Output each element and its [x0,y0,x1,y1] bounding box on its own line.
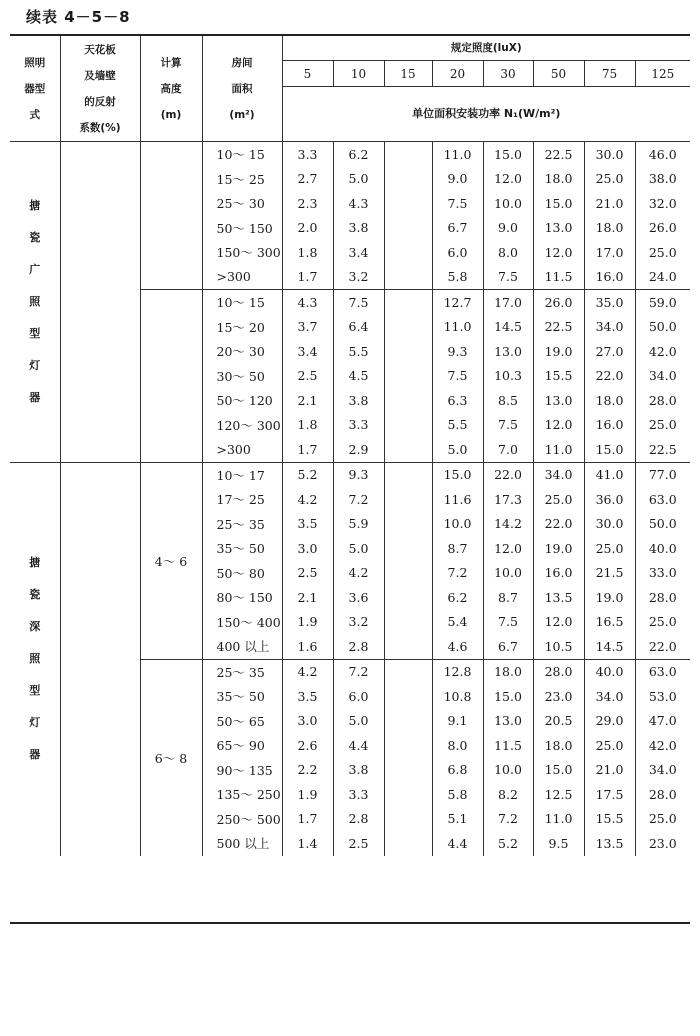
lux-header-125: 125 [635,61,690,87]
power-value-cell [384,659,432,684]
power-value-cell: 7.2 [483,807,533,832]
room-area-cell: 10～ 17 [202,462,282,487]
power-value-cell: 59.0 [635,290,690,315]
power-value-cell [384,512,432,537]
power-value-cell: 4.3 [282,290,333,315]
power-value-cell [384,339,432,364]
power-value-cell: 25.0 [635,413,690,438]
lux-header-50: 50 [533,61,584,87]
power-value-cell: 16.0 [533,561,584,586]
power-value-cell: 3.8 [333,388,384,413]
room-area-cell: 50～ 120 [202,388,282,413]
power-value-cell: 34.0 [635,364,690,389]
power-value-cell: 50.0 [635,512,690,537]
power-value-cell: 29.0 [584,709,635,734]
power-value-cell: 28.0 [635,585,690,610]
power-value-cell: 6.8 [432,758,483,783]
power-value-cell: 18.0 [584,388,635,413]
header-reflectance [60,35,140,142]
header-room-area [202,35,282,142]
power-value-cell: 34.0 [584,684,635,709]
reflectance-cell [60,462,140,856]
room-area-cell: 15～ 25 [202,167,282,192]
room-area-cell: 135～ 250 [202,782,282,807]
power-value-cell: 3.5 [282,684,333,709]
power-value-cell: 3.3 [333,782,384,807]
calc-height-cell [140,142,202,290]
power-value-cell: 9.1 [432,709,483,734]
power-value-cell: 13.0 [533,388,584,413]
power-value-cell: 6.2 [333,142,384,167]
power-value-cell: 8.0 [432,733,483,758]
header-lamp-type [10,35,60,142]
power-value-cell: 5.2 [282,462,333,487]
lux-header-20: 20 [432,61,483,87]
power-value-cell: 5.0 [333,536,384,561]
lux-header-30: 30 [483,61,533,87]
power-value-cell: 7.2 [333,659,384,684]
power-value-cell: 5.5 [333,339,384,364]
power-value-cell: 15.0 [533,191,584,216]
power-value-cell: 3.3 [282,142,333,167]
power-value-cell: 8.0 [483,240,533,265]
power-value-cell: 21.0 [584,191,635,216]
power-value-cell: 15.0 [432,462,483,487]
power-value-cell [384,733,432,758]
power-value-cell: 50.0 [635,315,690,340]
power-value-cell: 2.5 [282,561,333,586]
power-value-cell: 1.7 [282,265,333,290]
power-value-cell: 28.0 [635,782,690,807]
power-value-cell: 3.4 [282,339,333,364]
power-value-cell: 7.5 [333,290,384,315]
room-area-cell: 400 以上 [202,634,282,659]
power-value-cell: 5.2 [483,831,533,856]
power-value-cell: 40.0 [584,659,635,684]
power-value-cell: 7.5 [483,413,533,438]
power-value-cell: 7.5 [483,610,533,635]
power-value-cell: 10.5 [533,634,584,659]
room-area-cell: 10～ 15 [202,142,282,167]
power-value-cell: 22.0 [635,634,690,659]
power-value-cell: 30.0 [584,142,635,167]
power-value-cell: 35.0 [584,290,635,315]
power-value-cell [384,536,432,561]
power-value-cell: 15.5 [533,364,584,389]
power-value-cell [384,831,432,856]
power-value-cell: 25.0 [635,240,690,265]
power-value-cell [384,364,432,389]
power-value-cell: 11.0 [432,142,483,167]
power-value-cell: 40.0 [635,536,690,561]
power-value-cell: 9.0 [432,167,483,192]
power-value-cell [384,807,432,832]
power-value-cell: 9.0 [483,216,533,241]
power-value-cell: 34.0 [584,315,635,340]
power-value-cell: 8.2 [483,782,533,807]
power-value-cell: 12.0 [533,610,584,635]
power-value-cell: 22.0 [483,462,533,487]
power-value-cell [384,388,432,413]
power-value-cell: 6.0 [432,240,483,265]
power-value-cell: 34.0 [533,462,584,487]
power-value-cell: 25.0 [584,733,635,758]
room-area-cell: 80～ 150 [202,585,282,610]
power-value-cell: 8.7 [483,585,533,610]
power-value-cell: 3.8 [333,758,384,783]
power-value-cell: 3.7 [282,315,333,340]
power-value-cell: 10.0 [483,191,533,216]
power-value-cell: 2.8 [333,634,384,659]
power-value-cell: 3.4 [333,240,384,265]
power-value-cell: 2.5 [333,831,384,856]
power-value-cell: 5.8 [432,782,483,807]
header-illuminance: 规定照度(luX) [282,35,690,61]
power-value-cell: 3.8 [333,216,384,241]
power-value-cell: 3.2 [333,265,384,290]
power-value-cell: 26.0 [533,290,584,315]
power-value-cell: 18.0 [533,733,584,758]
power-value-cell: 22.5 [533,315,584,340]
power-value-cell: 6.4 [333,315,384,340]
header-unit-power: 单位面积安装功率 N₁(W/m²) [282,87,690,142]
power-value-cell: 42.0 [635,339,690,364]
header-calc-height [140,35,202,142]
power-value-cell: 12.5 [533,782,584,807]
power-value-cell: 14.5 [483,315,533,340]
power-value-cell: 14.5 [584,634,635,659]
power-value-cell: 22.5 [533,142,584,167]
power-value-cell: 17.0 [483,290,533,315]
power-value-cell: 34.0 [635,758,690,783]
power-value-cell: 18.0 [584,216,635,241]
lamp-type-cell: 搪 瓷 深 照 型 灯 器 [10,462,60,856]
room-area-cell: 25～ 35 [202,512,282,537]
power-value-cell: 11.0 [533,807,584,832]
room-area-cell: 35～ 50 [202,684,282,709]
power-value-cell: 17.5 [584,782,635,807]
room-area-cell: 65～ 90 [202,733,282,758]
lux-header-75: 75 [584,61,635,87]
room-area-cell: 20～ 30 [202,339,282,364]
power-value-cell: 2.6 [282,733,333,758]
reflectance-cell [60,142,140,463]
power-value-cell: 12.8 [432,659,483,684]
power-value-cell [384,265,432,290]
room-area-cell: 150～ 400 [202,610,282,635]
power-value-cell [384,561,432,586]
room-area-cell: 150～ 300 [202,240,282,265]
power-value-cell: 2.2 [282,758,333,783]
power-value-cell: 18.0 [483,659,533,684]
power-value-cell: 7.5 [432,191,483,216]
power-value-cell: 23.0 [635,831,690,856]
power-value-cell: 25.0 [584,536,635,561]
power-value-cell: 16.0 [584,265,635,290]
power-value-cell [384,216,432,241]
power-value-cell: 13.5 [584,831,635,856]
power-value-cell [384,240,432,265]
power-value-cell: 15.0 [584,437,635,462]
power-value-cell: 7.2 [432,561,483,586]
room-area-cell: 90～ 135 [202,758,282,783]
header-lamp-type-text: 照明 器型 式 [24,56,46,121]
power-value-cell: 1.8 [282,240,333,265]
power-value-cell [384,315,432,340]
power-value-cell: 10.3 [483,364,533,389]
power-value-cell: 10.8 [432,684,483,709]
room-area-cell: >300 [202,437,282,462]
power-value-cell: 9.5 [533,831,584,856]
room-area-cell: 35～ 50 [202,536,282,561]
power-value-cell [384,709,432,734]
power-value-cell: 2.9 [333,437,384,462]
power-value-cell: 6.0 [333,684,384,709]
power-value-cell: 11.6 [432,487,483,512]
power-value-cell: 19.0 [584,585,635,610]
power-value-cell: 2.3 [282,191,333,216]
power-value-cell: 11.5 [483,733,533,758]
power-value-cell: 14.2 [483,512,533,537]
calc-height-cell: 4～ 6 [140,462,202,659]
power-value-cell [384,585,432,610]
power-value-cell: 4.2 [282,487,333,512]
lighting-power-table [10,34,690,924]
power-value-cell: 18.0 [533,167,584,192]
power-value-cell: 22.0 [533,512,584,537]
power-value-cell: 11.0 [533,437,584,462]
power-value-cell: 5.0 [333,167,384,192]
power-value-cell: 22.5 [635,437,690,462]
table-row [10,462,690,487]
power-value-cell [384,782,432,807]
power-value-cell: 5.4 [432,610,483,635]
power-value-cell: 13.0 [483,339,533,364]
power-value-cell: 2.1 [282,585,333,610]
power-value-cell: 30.0 [584,512,635,537]
power-value-cell [384,437,432,462]
power-value-cell [384,413,432,438]
power-value-cell: 1.7 [282,437,333,462]
power-value-cell: 3.6 [333,585,384,610]
power-value-cell: 4.2 [333,561,384,586]
power-value-cell [384,167,432,192]
power-value-cell: 3.5 [282,512,333,537]
power-value-cell: 21.5 [584,561,635,586]
power-value-cell: 15.5 [584,807,635,832]
power-value-cell: 5.8 [432,265,483,290]
table-row [10,142,690,167]
power-value-cell: 9.3 [432,339,483,364]
power-value-cell: 19.0 [533,339,584,364]
power-value-cell [384,290,432,315]
power-value-cell: 2.1 [282,388,333,413]
power-value-cell: 22.0 [584,364,635,389]
power-value-cell: 36.0 [584,487,635,512]
header-calc-height-text: 计算 高度 (m) [160,56,182,121]
power-value-cell: 3.2 [333,610,384,635]
power-value-cell: 20.5 [533,709,584,734]
table-bottom-spacer [10,856,690,923]
power-value-cell: 42.0 [635,733,690,758]
power-value-cell: 5.0 [333,709,384,734]
power-value-cell: 6.3 [432,388,483,413]
power-value-cell [384,610,432,635]
power-value-cell: 4.6 [432,634,483,659]
room-area-cell: 50～ 80 [202,561,282,586]
room-area-cell: 500 以上 [202,831,282,856]
power-value-cell: 16.5 [584,610,635,635]
power-value-cell: 25.0 [635,807,690,832]
power-value-cell [384,684,432,709]
power-value-cell: 5.9 [333,512,384,537]
room-area-cell: 25～ 35 [202,659,282,684]
room-area-cell: 30～ 50 [202,364,282,389]
power-value-cell: 16.0 [584,413,635,438]
power-value-cell: 47.0 [635,709,690,734]
power-value-cell: 4.2 [282,659,333,684]
power-value-cell: 41.0 [584,462,635,487]
power-value-cell: 25.0 [533,487,584,512]
power-value-cell: 11.0 [432,315,483,340]
power-value-cell: 12.0 [483,536,533,561]
power-value-cell: 7.0 [483,437,533,462]
power-value-cell: 19.0 [533,536,584,561]
power-value-cell: 8.5 [483,388,533,413]
power-value-cell: 15.0 [533,758,584,783]
power-value-cell: 11.5 [533,265,584,290]
power-value-cell: 1.7 [282,807,333,832]
power-value-cell: 23.0 [533,684,584,709]
power-value-cell: 17.3 [483,487,533,512]
room-area-cell: 15～ 20 [202,315,282,340]
table-bottom-rule [10,856,690,923]
power-value-cell: 53.0 [635,684,690,709]
power-value-cell [384,142,432,167]
power-value-cell: 38.0 [635,167,690,192]
power-value-cell: 13.5 [533,585,584,610]
power-value-cell: 7.2 [333,487,384,512]
power-value-cell: 33.0 [635,561,690,586]
power-value-cell: 13.0 [533,216,584,241]
power-value-cell [384,758,432,783]
power-value-cell: 5.1 [432,807,483,832]
power-value-cell: 27.0 [584,339,635,364]
power-value-cell: 10.0 [432,512,483,537]
power-value-cell: 1.9 [282,610,333,635]
power-value-cell: 8.7 [432,536,483,561]
lamp-type-cell: 搪 瓷 广 照 型 灯 器 [10,142,60,463]
power-value-cell: 4.3 [333,191,384,216]
room-area-cell: >300 [202,265,282,290]
power-value-cell: 77.0 [635,462,690,487]
power-value-cell: 63.0 [635,659,690,684]
power-value-cell: 1.9 [282,782,333,807]
power-value-cell: 4.4 [333,733,384,758]
power-value-cell: 24.0 [635,265,690,290]
power-value-cell: 4.4 [432,831,483,856]
table-caption: 续表 4－5－8 [26,8,131,26]
calc-height-cell [140,290,202,463]
power-value-cell: 5.5 [432,413,483,438]
lux-header-10: 10 [333,61,384,87]
power-value-cell: 1.8 [282,413,333,438]
power-value-cell: 2.5 [282,364,333,389]
calc-height-cell: 6～ 8 [140,659,202,856]
power-value-cell: 3.0 [282,709,333,734]
power-value-cell: 21.0 [584,758,635,783]
power-value-cell: 32.0 [635,191,690,216]
header-room-area-text: 房间 面积 (m²) [229,56,255,121]
power-value-cell: 63.0 [635,487,690,512]
power-value-cell: 6.7 [483,634,533,659]
power-value-cell: 7.5 [483,265,533,290]
power-value-cell: 10.0 [483,758,533,783]
power-value-cell: 12.0 [483,167,533,192]
power-value-cell: 6.7 [432,216,483,241]
power-value-cell: 13.0 [483,709,533,734]
room-area-cell: 120～ 300 [202,413,282,438]
power-value-cell: 6.2 [432,585,483,610]
power-value-cell: 1.6 [282,634,333,659]
lux-header-5: 5 [282,61,333,87]
power-value-cell: 12.0 [533,413,584,438]
power-value-cell: 25.0 [635,610,690,635]
room-area-cell: 10～ 15 [202,290,282,315]
room-area-cell: 50～ 65 [202,709,282,734]
room-area-cell: 50～ 150 [202,216,282,241]
power-value-cell [384,191,432,216]
power-value-cell [384,634,432,659]
power-value-cell: 1.4 [282,831,333,856]
lux-header-15: 15 [384,61,432,87]
power-value-cell: 12.0 [533,240,584,265]
power-value-cell: 46.0 [635,142,690,167]
power-value-cell: 3.0 [282,536,333,561]
power-value-cell: 10.0 [483,561,533,586]
power-value-cell: 2.8 [333,807,384,832]
power-value-cell: 3.3 [333,413,384,438]
power-value-cell: 26.0 [635,216,690,241]
power-value-cell [384,462,432,487]
power-value-cell: 15.0 [483,684,533,709]
power-value-cell: 15.0 [483,142,533,167]
power-value-cell: 5.0 [432,437,483,462]
power-value-cell: 4.5 [333,364,384,389]
power-value-cell [384,487,432,512]
power-value-cell: 28.0 [533,659,584,684]
room-area-cell: 17～ 25 [202,487,282,512]
power-value-cell: 2.7 [282,167,333,192]
power-value-cell: 17.0 [584,240,635,265]
power-value-cell: 25.0 [584,167,635,192]
header-reflectance-text: 天花板 及墙壁 的反射 系数(%) [79,43,121,134]
power-value-cell: 9.3 [333,462,384,487]
room-area-cell: 25～ 30 [202,191,282,216]
power-value-cell: 28.0 [635,388,690,413]
power-value-cell: 2.0 [282,216,333,241]
power-value-cell: 7.5 [432,364,483,389]
power-value-cell: 12.7 [432,290,483,315]
room-area-cell: 250～ 500 [202,807,282,832]
